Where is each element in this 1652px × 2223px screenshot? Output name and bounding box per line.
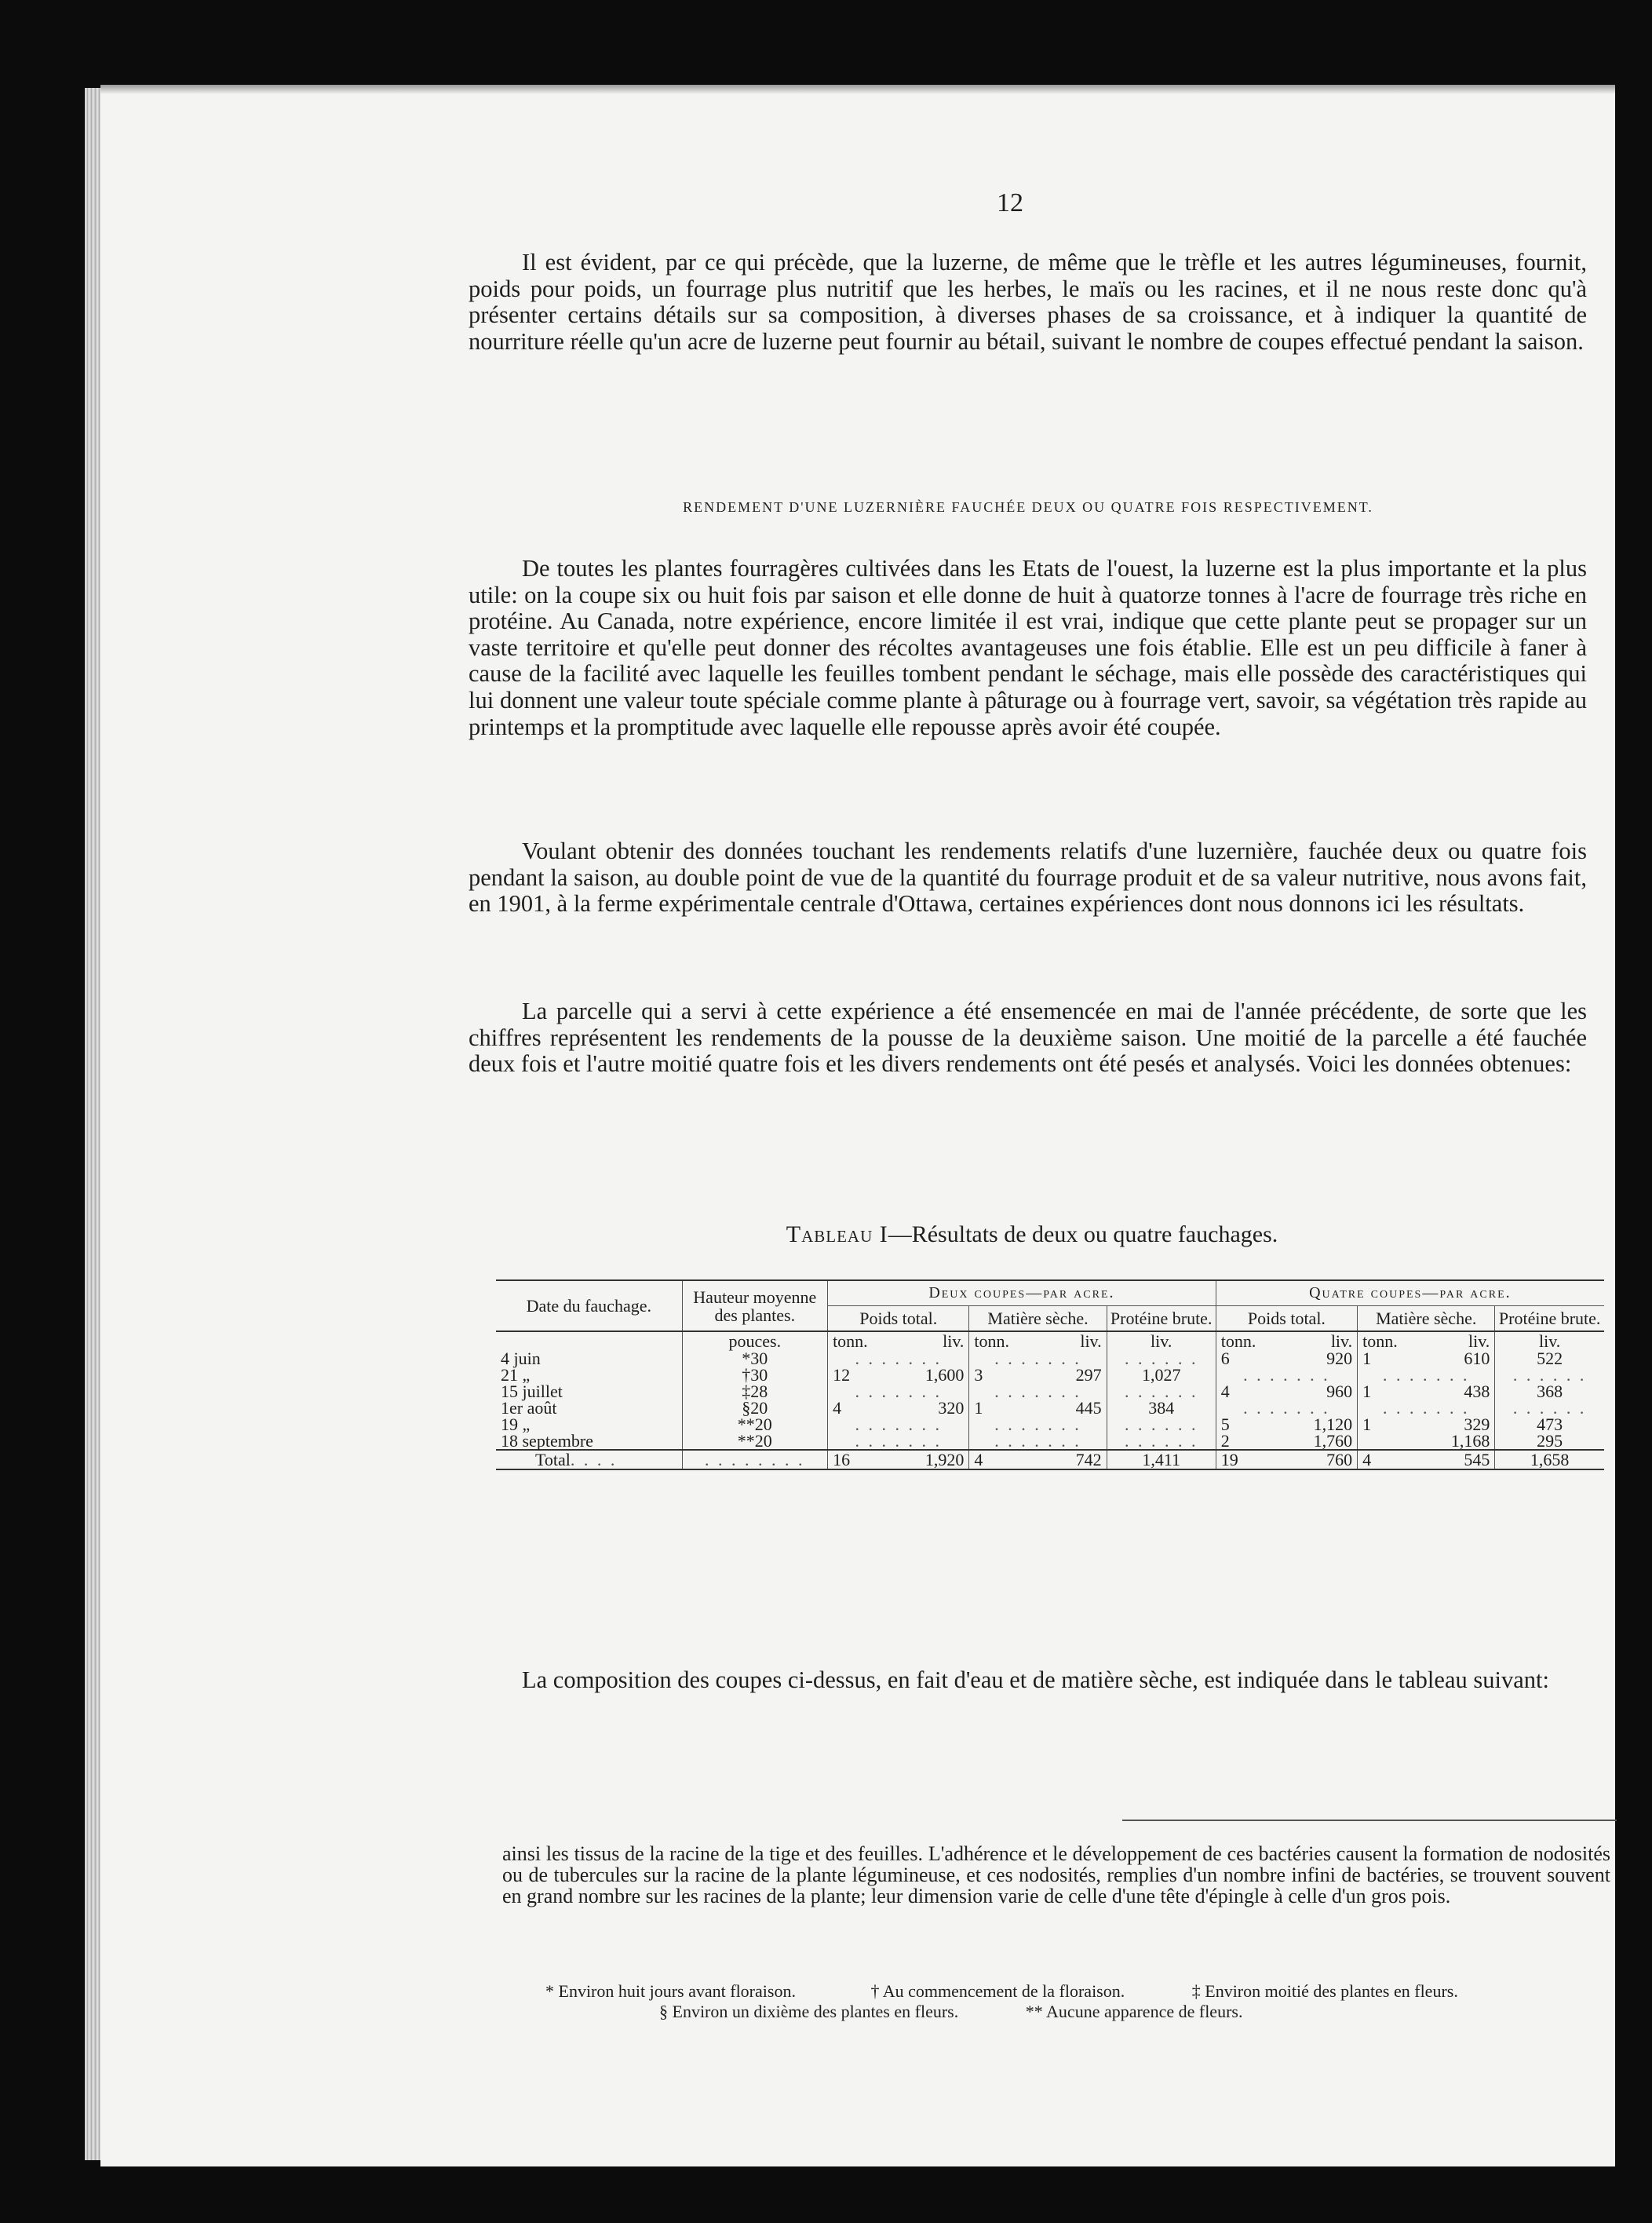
four-cut-2-poids-liv: 960 [1326, 1382, 1353, 1401]
unit-liv: liv. [1080, 1331, 1102, 1351]
four-cut-3-poids-liv: 1,120 [1313, 1414, 1353, 1434]
two-cut-1-poids-tonn: 12 [833, 1365, 851, 1385]
two-cut-1-proteine: 1,027 [1141, 1365, 1181, 1385]
paragraph-experience: Voulant obtenir des données touchant les rendements relatifs d'une luzernière, fauchée deux ou quatre fois pendant la saison, au double point de vue de la quantité du fourrage produit et de sa valeur nutritive, nous avons fait, en 1901, à la ferme expérimentale centrale d'Ottawa, certaines expériences dont nous donnons ici les résultats. [469, 838, 1587, 918]
date-cell: 21 „ [501, 1365, 531, 1385]
table-caption-prefix: Tableau I [786, 1221, 888, 1247]
dot-leader: . . . . . . . [855, 1382, 942, 1401]
total-four-poids-liv: 760 [1326, 1450, 1353, 1469]
four-cut-1-poids-tonn: 6 [1220, 1349, 1230, 1368]
unit-tonn: tonn. [974, 1331, 1010, 1351]
two-cut-1-matiere-tonn: 3 [974, 1365, 983, 1385]
four-cut-1-matiere-tonn: 1 [1362, 1349, 1372, 1368]
unit-tonn: tonn. [1362, 1331, 1398, 1351]
table-footnotes [502, 1981, 1617, 2022]
total-two-poids-liv: 1,920 [924, 1450, 965, 1469]
dot-leader: . . . . . . [1124, 1349, 1198, 1368]
height-cell: **20 [737, 1431, 772, 1451]
height-cell: †30 [742, 1365, 768, 1385]
two-cut-2-poids-liv: 320 [938, 1398, 965, 1418]
dot-leader: . . . . . . . [994, 1382, 1081, 1401]
dot-leader: . . . . . . . [1382, 1365, 1470, 1385]
unit-liv: liv. [1468, 1331, 1490, 1351]
dot-leader: . . . . . . . [855, 1414, 942, 1434]
two-cut-1-poids-liv: 1,600 [924, 1365, 965, 1385]
date-cell: 15 juillet [501, 1382, 563, 1401]
header-hauteur: Hauteur moyenne des plantes. [682, 1280, 828, 1331]
table-body-row [496, 1350, 1604, 1450]
footnote-section: § Environ un dixième des plantes en fleurs. [659, 2002, 959, 2021]
dot-leader: . . . . . . . [855, 1431, 942, 1451]
four-cut-1-poids-liv: 920 [1326, 1349, 1353, 1368]
dot-leader: . . . . . . . [994, 1349, 1081, 1368]
unit-tonn: tonn. [833, 1331, 868, 1351]
dot-leader: . . . . . . [1124, 1414, 1198, 1434]
four-cut-4-poids-tonn: 2 [1220, 1431, 1230, 1451]
intro-paragraph: Il est évident, par ce qui précède, que la luzerne, de même que le trèfle et les autres légumineuses, fournit, poids pour poids, un fourrage plus nutritif que les herbes, le maïs ou les racines, et il ne nous reste donc qu'à présenter certains détails sur sa composition, à diverses phases de sa croissance, et à indiquer la quantité de nourriture réelle qu'un acre de luzerne peut fournir au bétail, suivant le nombre de coupes effectué pendant la saison. [469, 249, 1587, 355]
two-cut-2-poids-tonn: 4 [833, 1398, 842, 1418]
dot-leader: . . . . . . [1512, 1365, 1587, 1385]
date-cell: 18 septembre [501, 1431, 593, 1451]
four-cut-2-poids-tonn: 4 [1220, 1382, 1230, 1401]
two-cut-1-matiere-liv: 297 [1075, 1365, 1102, 1385]
footnote-dagger: † Au commencement de la floraison. [870, 1981, 1125, 2001]
four-cut-4-poids-liv: 1,760 [1313, 1431, 1353, 1451]
header-matiere-4: Matière sèche. [1358, 1306, 1495, 1332]
dot-leader: . . . . . . . [1382, 1398, 1470, 1418]
dot-leader: . . . . . . . [855, 1349, 942, 1368]
header-date: Date du fauchage. [496, 1280, 682, 1331]
date-cell: 1er août [501, 1398, 557, 1418]
footnote-double-star: ** Aucune apparence de fleurs. [1025, 2002, 1243, 2021]
dot-leader: . . . . . . . [1243, 1365, 1330, 1385]
two-cut-2-matiere-tonn: 1 [974, 1398, 983, 1418]
four-cut-3-poids-tonn: 5 [1220, 1414, 1230, 1434]
four-cut-2-proteine: 368 [1537, 1382, 1563, 1401]
header-matiere-2: Matière sèche. [969, 1306, 1107, 1332]
units-row [496, 1331, 1604, 1350]
four-cut-2-matiere-liv: 438 [1464, 1382, 1490, 1401]
dot-leader: . . . . . . . [994, 1431, 1081, 1451]
header-quatre-coupes: Quatre coupes—par acre. [1216, 1280, 1604, 1306]
total-two-proteine: 1,411 [1107, 1450, 1216, 1469]
header-poids-2: Poids total. [828, 1306, 969, 1332]
two-cut-2-proteine: 384 [1148, 1398, 1175, 1418]
dot-leader: . . . . . . [1124, 1431, 1198, 1451]
footnote-continuation: ainsi les tissus de la racine de la tige et des feuilles. L'adhérence et le développement de ces bactéries causent la formation de nodosités ou de tubercules sur la racine de la plante légumineuse, et ces nodosités, remplies d'un nombre infini de bactéries, se trouvent souvent en grand nombre sur les racines de la plante; leur dimension varie de celle d'une tête d'épingle à celle d'un gros pois. [502, 1842, 1610, 1907]
page-top-shadow [100, 85, 1615, 94]
four-cut-1-proteine: 522 [1537, 1349, 1563, 1368]
dot-leader: . . . . . . [1124, 1382, 1198, 1401]
unit-tonn: tonn. [1220, 1331, 1256, 1351]
total-four-proteine: 1,658 [1495, 1450, 1604, 1469]
total-four-matiere-tonn: 4 [1362, 1450, 1372, 1469]
header-poids-4: Poids total. [1216, 1306, 1357, 1332]
four-cut-1-matiere-liv: 610 [1464, 1349, 1490, 1368]
total-two-matiere-liv: 742 [1075, 1450, 1102, 1469]
header-proteine-2: Protéine brute. [1107, 1306, 1216, 1332]
section-heading: RENDEMENT D'UNE LUZERNIÈRE FAUCHÉE DEUX OU QUATRE FOIS RESPECTIVEMENT. [683, 499, 1373, 515]
results-table-wrapper [496, 1279, 1604, 1470]
total-label: Total. . . . [496, 1450, 682, 1469]
height-cell: §20 [742, 1398, 768, 1418]
four-cut-4-matiere-liv: 1,168 [1450, 1431, 1490, 1451]
unit-liv: liv. [943, 1331, 965, 1351]
results-table [496, 1279, 1604, 1470]
footnote-rule [1122, 1820, 1617, 1821]
footnote-double-dagger: ‡ Environ moitié des plantes en fleurs. [1191, 1981, 1458, 2001]
table-caption [471, 1221, 1593, 1248]
header-deux-coupes: Deux coupes—par acre. [828, 1280, 1216, 1306]
total-row: Total. . . . . . . . . . . . 16 1,920 4 742 1,411 19 760 4 545 1,658 [496, 1450, 1604, 1469]
dot-leader: . . . . . . . [1243, 1398, 1330, 1418]
two-cut-2-matiere-liv: 445 [1075, 1398, 1102, 1418]
table-caption-title: —Résultats de deux ou quatre fauchages. [888, 1221, 1278, 1247]
unit-liv: liv. [1107, 1331, 1216, 1350]
four-cut-3-matiere-tonn: 1 [1362, 1414, 1372, 1434]
page-number: 12 [997, 188, 1023, 217]
page-stack-edges [85, 88, 102, 2160]
four-cut-3-matiere-liv: 329 [1464, 1414, 1490, 1434]
total-two-poids-tonn: 16 [833, 1450, 851, 1469]
paragraph-composition: La composition des coupes ci-dessus, en fait d'eau et de matière sèche, est indiquée dans le tableau suivant: [522, 1666, 1549, 1693]
four-cut-3-proteine: 473 [1537, 1414, 1563, 1434]
paragraph-parcelle: La parcelle qui a servi à cette expérience a été ensemencée en mai de l'année précédente, de sorte que les chiffres représentent les rendements de la pousse de la deuxième saison. Une moitié de la parcelle a été fauchée deux fois et l'autre moitié quatre fois et les divers rendements ont été pesés et analysés. Voici les données obtenues: [469, 998, 1587, 1078]
four-cut-4-proteine: 295 [1537, 1431, 1563, 1451]
height-cell: ‡28 [742, 1382, 768, 1401]
unit-liv: liv. [1495, 1331, 1604, 1350]
date-cell: 19 „ [501, 1414, 531, 1434]
paragraph-plantes-fourrageres: De toutes les plantes fourragères cultivées dans les Etats de l'ouest, la luzerne est la plus importante et la plus utile: on la coupe six ou huit fois par saison et elle donne de huit à quatorze tonnes à l'acre de fourrage très riche en protéine. Au Canada, notre expérience, encore limitée il est vrai, indique que cette plante peut se propager sur un vaste territoire et qu'elle peut donner des récoltes avantageuses une fois établie. Elle est un peu difficile à faner à cause de la facilité avec laquelle les feuilles tombent pendant le séchage, mais elle possède des caractéristiques qui lui donnent une valeur toute spéciale comme plante à pâturage ou à fourrage vert, savoir, sa végétation très rapide au printemps et la promptitude avec laquelle elle repousse après avoir été coupée. [469, 555, 1587, 740]
four-cut-2-matiere-tonn: 1 [1362, 1382, 1372, 1401]
height-cell: **20 [737, 1414, 772, 1434]
unit-pouces: pouces. [682, 1331, 828, 1350]
total-four-poids-tonn: 19 [1220, 1450, 1238, 1469]
total-two-matiere-tonn: 4 [974, 1450, 983, 1469]
unit-liv: liv. [1330, 1331, 1353, 1351]
dot-leader: . . . . . . . [994, 1414, 1081, 1434]
dot-leader: . . . . . . [1512, 1398, 1587, 1418]
header-proteine-4: Protéine brute. [1495, 1306, 1604, 1332]
height-cell: *30 [742, 1349, 768, 1368]
footnote-star: * Environ huit jours avant floraison. [545, 1981, 796, 2001]
total-four-matiere-liv: 545 [1464, 1450, 1490, 1469]
date-cell: 4 juin [501, 1349, 541, 1368]
